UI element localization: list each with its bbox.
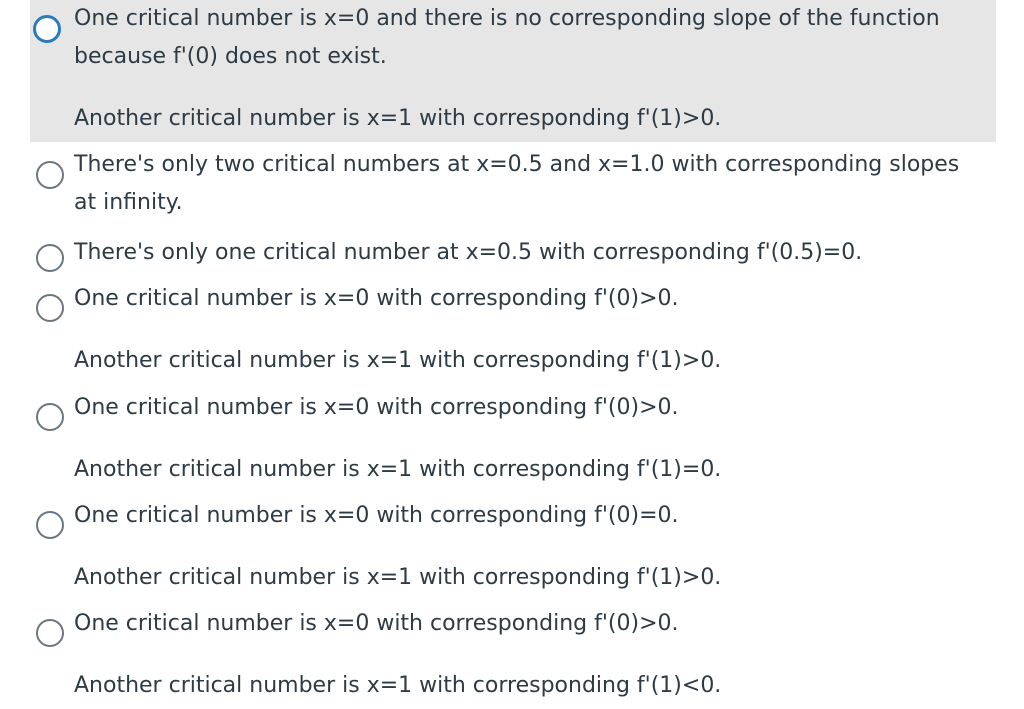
option-4-line-1: One critical number is x=0 with corresponding f'(0)>0. [74, 286, 679, 311]
radio-button[interactable] [33, 15, 61, 43]
radio-button[interactable] [36, 403, 64, 431]
option-6-line-1: One critical number is x=0 with corresponding f'(0)=0. [74, 503, 679, 528]
answer-option-5[interactable] [0, 389, 1024, 489]
radio-button[interactable] [36, 511, 64, 539]
answer-option-1[interactable] [30, 0, 996, 142]
option-7-line-1: One critical number is x=0 with corresponding f'(0)>0. [74, 611, 679, 636]
option-7-line-2: Another critical number is x=1 with corresponding f'(1)<0. [74, 673, 722, 698]
radio-button[interactable] [36, 619, 64, 647]
option-1-line-2: because f'(0) does not exist. [74, 44, 387, 69]
answer-option-7[interactable] [0, 605, 1024, 705]
option-5-line-1: One critical number is x=0 with corresponding f'(0)>0. [74, 395, 679, 420]
radio-button[interactable] [36, 294, 64, 322]
option-1-line-1: One critical number is x=0 and there is no corresponding slope of the function [74, 6, 940, 31]
radio-button[interactable] [36, 244, 64, 272]
answer-option-4[interactable] [0, 280, 1024, 380]
option-4-line-2: Another critical number is x=1 with corresponding f'(1)>0. [74, 348, 722, 373]
option-2-line-1: There's only two critical numbers at x=0.5 and x=1.0 with corresponding slopes [74, 152, 960, 177]
option-2-line-2: at infinity. [74, 190, 183, 215]
answer-option-3[interactable] [0, 232, 1024, 278]
option-6-line-2: Another critical number is x=1 with corresponding f'(1)>0. [74, 565, 722, 590]
option-1-line-3: Another critical number is x=1 with corresponding f'(1)>0. [74, 106, 722, 131]
answer-option-6[interactable] [0, 497, 1024, 597]
option-5-line-2: Another critical number is x=1 with corresponding f'(1)=0. [74, 457, 722, 482]
answer-option-2[interactable] [0, 145, 1024, 225]
radio-button[interactable] [36, 161, 64, 189]
option-3-line-1: There's only one critical number at x=0.5 with corresponding f'(0.5)=0. [74, 240, 863, 265]
